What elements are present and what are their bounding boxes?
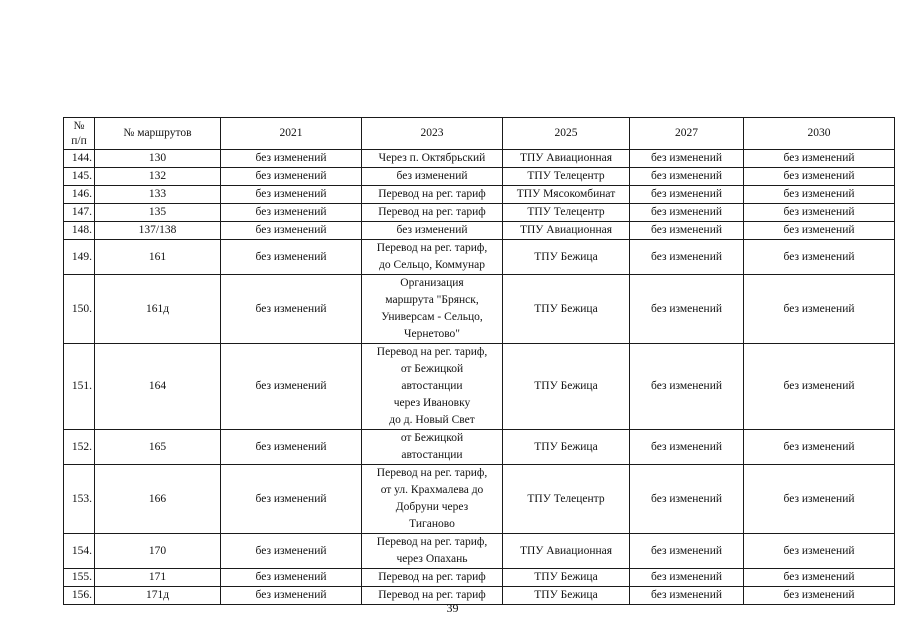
cell-row-number: 155.	[64, 569, 95, 587]
cell-2021: без изменений	[221, 275, 362, 344]
table-row	[64, 222, 895, 240]
table-row	[64, 344, 895, 430]
cell-2027: без изменений	[630, 344, 744, 430]
cell-row-number: 150.	[64, 275, 95, 344]
table-body	[64, 150, 895, 605]
cell-route-number: 170	[95, 534, 221, 569]
cell-2023: Перевод на рег. тариф, от ул. Крахмалева до Добруни через Тиганово	[362, 465, 503, 534]
cell-2030: без изменений	[744, 240, 895, 275]
cell-2023: Перевод на рег. тариф	[362, 204, 503, 222]
page-number: 39	[446, 601, 459, 615]
cell-2025: ТПУ Бежица	[503, 430, 630, 465]
cell-2025: ТПУ Авиационная	[503, 222, 630, 240]
cell-2025: ТПУ Телецентр	[503, 168, 630, 186]
header-year-2027: 2027	[630, 118, 744, 150]
cell-row-number: 147.	[64, 204, 95, 222]
cell-2027: без изменений	[630, 534, 744, 569]
cell-2021: без изменений	[221, 465, 362, 534]
cell-2025: ТПУ Телецентр	[503, 204, 630, 222]
cell-route-number: 171д	[95, 587, 221, 605]
cell-2027: без изменений	[630, 587, 744, 605]
table-row	[64, 275, 895, 344]
cell-2021: без изменений	[221, 186, 362, 204]
cell-route-number: 130	[95, 150, 221, 168]
cell-row-number: 153.	[64, 465, 95, 534]
cell-route-number: 165	[95, 430, 221, 465]
cell-route-number: 166	[95, 465, 221, 534]
cell-2027: без изменений	[630, 204, 744, 222]
cell-2030: без изменений	[744, 150, 895, 168]
header-year-2023: 2023	[362, 118, 503, 150]
cell-2025: ТПУ Мясокомбинат	[503, 186, 630, 204]
cell-2030: без изменений	[744, 430, 895, 465]
cell-2021: без изменений	[221, 204, 362, 222]
cell-2023: Перевод на рег. тариф	[362, 186, 503, 204]
cell-2021: без изменений	[221, 569, 362, 587]
cell-2025: ТПУ Телецентр	[503, 465, 630, 534]
cell-2023: Организация маршрута "Брянск, Универсам - Сельцо, Чернетово"	[362, 275, 503, 344]
cell-2025: ТПУ Бежица	[503, 275, 630, 344]
table-row	[64, 204, 895, 222]
cell-2027: без изменений	[630, 222, 744, 240]
cell-2030: без изменений	[744, 569, 895, 587]
header-year-2030: 2030	[744, 118, 895, 150]
cell-row-number: 145.	[64, 168, 95, 186]
table-row	[64, 430, 895, 465]
cell-row-number: 144.	[64, 150, 95, 168]
cell-2021: без изменений	[221, 344, 362, 430]
cell-2025: ТПУ Бежица	[503, 344, 630, 430]
cell-row-number: 151.	[64, 344, 95, 430]
cell-2030: без изменений	[744, 534, 895, 569]
cell-row-number: 149.	[64, 240, 95, 275]
cell-row-number: 146.	[64, 186, 95, 204]
cell-2025: ТПУ Авиационная	[503, 150, 630, 168]
table-row	[64, 168, 895, 186]
cell-2025: ТПУ Бежица	[503, 240, 630, 275]
cell-2023: Перевод на рег. тариф, от Бежицкой автостанции через Ивановку до д. Новый Свет	[362, 344, 503, 430]
cell-2021: без изменений	[221, 587, 362, 605]
cell-2021: без изменений	[221, 150, 362, 168]
cell-route-number: 171	[95, 569, 221, 587]
cell-2023: без изменений	[362, 222, 503, 240]
cell-2027: без изменений	[630, 240, 744, 275]
cell-2030: без изменений	[744, 204, 895, 222]
header-route-number: № маршрутов	[95, 118, 221, 150]
cell-2030: без изменений	[744, 587, 895, 605]
cell-2021: без изменений	[221, 222, 362, 240]
cell-route-number: 161д	[95, 275, 221, 344]
routes-table	[63, 117, 895, 605]
cell-route-number: 161	[95, 240, 221, 275]
cell-2027: без изменений	[630, 186, 744, 204]
cell-2023: от Бежицкой автостанции	[362, 430, 503, 465]
cell-route-number: 132	[95, 168, 221, 186]
cell-2023: без изменений	[362, 168, 503, 186]
cell-2021: без изменений	[221, 168, 362, 186]
cell-2027: без изменений	[630, 465, 744, 534]
cell-2023: Перевод на рег. тариф	[362, 587, 503, 605]
table-row	[64, 569, 895, 587]
cell-2021: без изменений	[221, 534, 362, 569]
cell-2021: без изменений	[221, 430, 362, 465]
cell-2025: ТПУ Авиационная	[503, 534, 630, 569]
cell-route-number: 133	[95, 186, 221, 204]
cell-2030: без изменений	[744, 344, 895, 430]
cell-2030: без изменений	[744, 275, 895, 344]
cell-2025: ТПУ Бежица	[503, 587, 630, 605]
cell-route-number: 137/138	[95, 222, 221, 240]
cell-route-number: 135	[95, 204, 221, 222]
cell-row-number: 148.	[64, 222, 95, 240]
cell-2030: без изменений	[744, 168, 895, 186]
cell-2027: без изменений	[630, 430, 744, 465]
header-row-number: № п/п	[64, 118, 95, 150]
cell-2027: без изменений	[630, 569, 744, 587]
table-row	[64, 465, 895, 534]
cell-2023: Через п. Октябрьский	[362, 150, 503, 168]
cell-2023: Перевод на рег. тариф, через Опахань	[362, 534, 503, 569]
table-row	[64, 534, 895, 569]
cell-2023: Перевод на рег. тариф, до Сельцо, Коммунар	[362, 240, 503, 275]
cell-2030: без изменений	[744, 465, 895, 534]
cell-2021: без изменений	[221, 240, 362, 275]
cell-2025: ТПУ Бежица	[503, 569, 630, 587]
table-row	[64, 186, 895, 204]
table-row	[64, 150, 895, 168]
header-year-2025: 2025	[503, 118, 630, 150]
header-year-2021: 2021	[221, 118, 362, 150]
cell-2027: без изменений	[630, 275, 744, 344]
cell-row-number: 156.	[64, 587, 95, 605]
cell-2023: Перевод на рег. тариф	[362, 569, 503, 587]
cell-2027: без изменений	[630, 168, 744, 186]
cell-row-number: 152.	[64, 430, 95, 465]
cell-2027: без изменений	[630, 150, 744, 168]
table-row	[64, 240, 895, 275]
cell-2030: без изменений	[744, 186, 895, 204]
cell-row-number: 154.	[64, 534, 95, 569]
cell-route-number: 164	[95, 344, 221, 430]
cell-2030: без изменений	[744, 222, 895, 240]
table-header-row	[64, 118, 895, 150]
